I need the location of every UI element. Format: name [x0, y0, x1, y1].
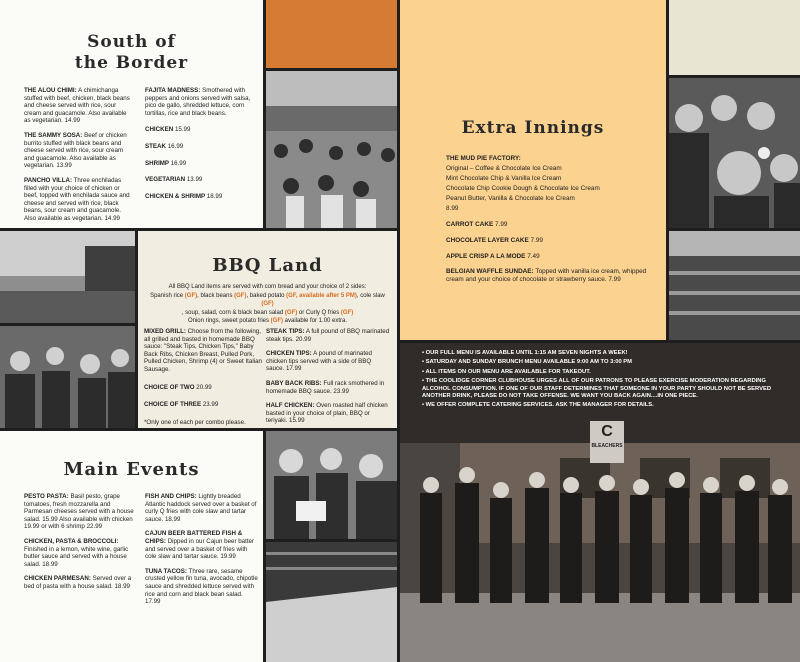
main-title: Main Events — [63, 459, 200, 480]
fajita-item — [145, 87, 257, 117]
note: • OUR FULL MENU IS AVAILABLE UNTIL 1:15 AM SEVEN NIGHTS A WEEK! — [422, 350, 792, 357]
price-row: CHOCOLATE LAYER CAKE 7.99 — [446, 237, 543, 244]
south-title-line1: South of — [87, 32, 176, 52]
item-desc: Smothered with peppers and onions served with salsa, pico de gallo, shredded lettuce, corn tortillas, rice and black beans. — [145, 87, 251, 117]
beige-block — [669, 0, 800, 75]
menu-item — [24, 132, 134, 170]
menu-item: CHICKEN, PASTA & BROCCOLI: Finished in a lemon, white wine, garlic butter sauce and served with a house salad. 18.99 — [24, 537, 129, 568]
mud-line: Peanut Butter, Vanilla & Chocolate Ice Cream — [446, 195, 575, 202]
fans-photo — [0, 326, 135, 428]
item-name: THE SAMMY SOSA: — [24, 131, 83, 139]
info-notes — [422, 350, 792, 412]
menu-item: CHICKEN PARMESAN: Served over a bed of pasta with a house salad. 18.99 — [24, 575, 132, 590]
crowd-photo — [266, 71, 397, 228]
bbq-panel — [138, 231, 397, 428]
arena-photo — [266, 542, 397, 662]
bbq-intro: All BBQ Land items are served with corn bread and your choice of 2 sides: Spanish rice (GF), black beans (GF), baked potato (GF, available after 5 PM), cole slaw (GF) , soup, salad, corn & black bean salad (GF) or Curly Q fries (GF) Onion rings, sweet potato fries (GF) available for 1.00 extra. — [150, 284, 385, 325]
price-row: CHICKEN 15.99 — [145, 126, 191, 134]
bleachers-sign — [590, 421, 624, 463]
combo-note: *Only one of each per combo please. — [144, 418, 246, 426]
price-row: CARROT CAKE 7.99 — [446, 221, 508, 228]
menu-item: CHICKEN TIPS: A pound of marinated chicken tips served with a side of BBQ sauce. 17.99 — [266, 350, 372, 373]
menu-item: PESTO PASTA: Basil pesto, grape tomatoes, fresh mozzarella and Parmesan cheeses served with a house salad. 15.99 Also available with chicken 19.99 or with 6 shrimp 22.99 — [24, 493, 134, 531]
mixed-grill: MIXED GRILL: Choose from the following, all grilled and basted in homemade BBQ sauce: "Steak Tips, Chicken Tips," Baby Back Ribs, Chicken Breast, Pulled Pork, Pulled Chicken, Shrimp (4) or Sweet Italian Sausage. — [144, 328, 262, 373]
price-row: CHOICE OF THREE 23.99 — [144, 401, 219, 409]
menu-item: STEAK TIPS: A full pound of BBQ marinated steak tips. 20.99 — [266, 328, 390, 343]
item-name: FAJITA MADNESS: — [145, 87, 201, 94]
south-title-line2: the Border — [74, 53, 189, 73]
main-right-column — [145, 493, 259, 613]
item-desc: Beef or chicken burrito stuffed with black beans and cheese served with rice, sour cream and guacamole. Also available as vegetarian. 13.99 — [24, 131, 127, 170]
south-right-column — [145, 87, 257, 207]
ballpark-photo — [0, 231, 135, 323]
bbq-right-column — [266, 328, 391, 428]
price-row: SHRIMP 16.99 — [145, 159, 187, 167]
stadium-photo — [669, 231, 800, 340]
mud-pie-name: THE MUD PIE FACTORY: — [446, 155, 521, 162]
note: • SATURDAY AND SUNDAY BRUNCH MENU AVAILABLE 9:00 AM TO 3:00 PM — [422, 359, 792, 366]
orange-block — [266, 0, 397, 68]
price-row: STEAK 16.99 — [145, 142, 184, 150]
south-left-column — [24, 87, 134, 228]
kids-photo — [669, 78, 800, 228]
sign-label: BLEACHERS — [591, 443, 623, 449]
menu-item: TUNA TACOS: Three rare, sesame crusted yellow fin tuna, avocado, chipotle sauce and shredded lettuce served with rice and corn and black bean salad. 17.99 — [145, 567, 258, 606]
belgian-item: BELGIAN WAFFLE SUNDAE: Topped with vanilla ice cream, whipped cream and your choice of chocolate or strawberry sauce. 7.99 — [446, 268, 647, 283]
south-panel — [0, 0, 263, 228]
mud-line: Mint Chocolate Chip & Vanilla Ice Cream — [446, 175, 562, 182]
item-desc: A chimichanga stuffed with beef, chicken, black beans and cheese served with rice, sour cream and guacamole. Also available as vegetarian. 14.99 — [24, 87, 130, 125]
sign-letter: C — [601, 423, 613, 440]
menu-item: HALF CHICKEN: Oven roasted half chicken basted in your choice of plain, BBQ or teriyaki. 15.99 — [266, 402, 388, 425]
mud-line: Chocolate Chip Cookie Dough & Chocolate Ice Cream — [446, 185, 600, 192]
extra-title: Extra Innings — [461, 118, 605, 138]
menu-item — [24, 87, 134, 125]
autograph-photo — [266, 431, 397, 539]
price-row: CHOICE OF TWO 20.99 — [144, 383, 212, 391]
menu-item: FISH AND CHIPS: Lightly breaded Atlantic haddock served over a basket of curly Q fries with cole slaw and tartar sauce. 18.99 — [145, 493, 257, 523]
note: • THE COOLIDGE CORNER CLUBHOUSE URGES ALL OF OUR PATRONS TO PLEASE EXERCISE MODERATION REGARDING ALCOHOL CONSUMPTION. IF ONE OF OUR STAFF DETERMINES THAT SOMEONE IN YOUR PARTY SHOULD NOT BE SERVED ANOTHER DRINK, PLEASE DO NOT TAKE OFFENSE. WE WANT YOU BACK AGAIN....IN ONE PIECE. — [422, 378, 792, 400]
mud-line: Original – Coffee & Chocolate Ice Cream — [446, 165, 562, 172]
note: • ALL ITEMS ON OUR MENU ARE AVAILABLE FOR TAKEOUT. — [422, 369, 792, 376]
item-name: PANCHO VILLA: — [24, 176, 73, 184]
item-name: THE ALOU CHIMI: — [24, 87, 77, 94]
mud-line: 8.99 — [446, 205, 459, 212]
south-title — [0, 32, 263, 74]
extra-content — [446, 154, 656, 284]
main-panel — [0, 431, 263, 662]
main-left-column — [24, 493, 138, 598]
menu-item: BABY BACK RIBS: Full rack smothered in homemade BBQ sauce. 23.99 — [266, 379, 385, 395]
menu-item: CAJUN BEER BATTERED FISH & CHIPS: Dipped in our Cajun beer batter and served over a basket of fries with cole slaw and tartar sauce. 19.99 — [145, 530, 255, 561]
item-desc: Three enchiladas filled with your choice of chicken or beef, topped with enchilada sauce and cheese and served with rice, black beans, sour cream and guacamole. Also available as vegetarian. 14.99 — [24, 176, 130, 222]
price-row: VEGETARIAN 13.99 — [145, 176, 203, 184]
note: • WE OFFER COMPLETE CATERING SERVICES. ASK THE MANAGER FOR DETAILS. — [422, 402, 792, 409]
bbq-title: BBQ Land — [212, 255, 323, 276]
menu-item — [24, 177, 134, 223]
extra-panel — [400, 0, 666, 340]
price-row: CHICKEN & SHRIMP 18.99 — [145, 192, 223, 200]
price-row: APPLE CRISP A LA MODE 7.49 — [446, 253, 540, 260]
bbq-left-column — [144, 328, 262, 428]
